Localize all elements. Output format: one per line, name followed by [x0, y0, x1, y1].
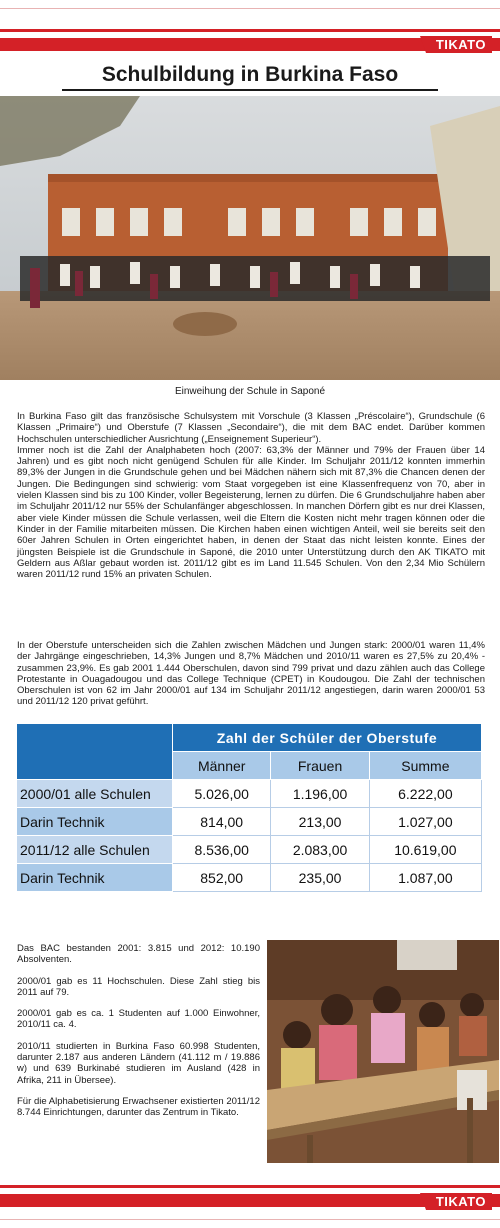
column-header-summe: Summe [369, 752, 481, 780]
fact-hochschulen: 2000/01 gab es 11 Hochschulen. Diese Zahl stieg bis 2011 auf 79. [17, 975, 260, 998]
intro-paragraph-1: In Burkina Faso gilt das französische Schulsystem mit Vorschule (3 Klassen „Préscolaire“), Grundschule (6 Klassen „Primaire“) und Oberstufe (7 Klassen „Secondaire“), die mit dem BAC endet. Darüber kommen Hochschulen unterschiedlicher Ausrichtung („Enseignement Superieur“). [17, 411, 485, 445]
table-row [17, 780, 482, 808]
table-cell: 5.026,00 [173, 780, 271, 808]
school-inauguration-photo [0, 96, 500, 380]
table-row [17, 836, 482, 864]
table-heading-row [17, 724, 482, 752]
top-thin-bar [0, 29, 500, 32]
secondary-school-paragraph: In der Oberstufe unterscheiden sich die Zahlen zwischen Mädchen und Jungen stark: 2000/01 waren 11,4% der Jahrgänge eingeschrieben, 14,3% Jungen und 8,7% Mädchen und 2010/11 waren es 27,5% zu 20,4% - zusammen 23,9%. Es gab 2001 1.444 Oberschulen, davon sind 799 privat und dazu zählen auch das College Protestante in Ouagadougou und das College Technique (CPET) in Koudougou. Die Zahl der technischen Oberschulen ist von 62 im Jahr 2000/01 auf 134 im Schuljahr 2011/12 angestiegen, darin waren 2000/01 53 und 2011/12 120 privat geführt. [17, 640, 485, 708]
brand-label-top: TIKATO [426, 36, 492, 53]
table-row [17, 808, 482, 836]
page-title: Schulbildung in Burkina Faso [62, 62, 438, 91]
photo-caption: Einweihung der Schule in Saponé [174, 386, 326, 397]
column-header-maenner: Männer [173, 752, 271, 780]
fact-studenten-ratio: 2000/01 gab es ca. 1 Studenten auf 1.000 Einwohner, 2010/11 ca. 4. [17, 1008, 260, 1031]
table-heading: Zahl der Schüler der Oberstufe [173, 724, 482, 752]
facts-column [17, 943, 260, 1129]
table-cell: 852,00 [173, 864, 271, 892]
top-thin-rule [0, 8, 500, 9]
secondary-school-text [17, 640, 485, 708]
fact-alphabetisierung: Für die Alphabetisierung Erwachsener existierten 2011/12 8.744 Einrichtungen, darunter das Zentrum in Tikato. [17, 1095, 260, 1119]
table-cell: 6.222,00 [369, 780, 481, 808]
school-photo-image [0, 96, 500, 380]
bottom-thin-rule [0, 1219, 500, 1220]
table-cell: 235,00 [271, 864, 369, 892]
intro-text [17, 411, 485, 580]
classroom-photo-image [267, 940, 499, 1163]
table-cell: 10.619,00 [369, 836, 481, 864]
row-label: Darin Technik [17, 808, 173, 836]
table-cell: 814,00 [173, 808, 271, 836]
table-cell: 1.087,00 [369, 864, 481, 892]
table-row [17, 864, 482, 892]
table-cell: 2.083,00 [271, 836, 369, 864]
fact-bac: Das BAC bestanden 2001: 3.815 und 2012: 10.190 Absolventen. [17, 943, 260, 966]
table-cell: 8.536,00 [173, 836, 271, 864]
brand-label-bottom: TIKATO [426, 1193, 492, 1210]
row-label: 2000/01 alle Schulen [17, 780, 173, 808]
table-cell: 1.027,00 [369, 808, 481, 836]
table-cell: 213,00 [271, 808, 369, 836]
column-header-frauen: Frauen [271, 752, 369, 780]
table-corner-cell [17, 724, 173, 780]
student-stats-table [16, 723, 482, 892]
bottom-thin-bar [0, 1185, 500, 1188]
row-label: 2011/12 alle Schulen [17, 836, 173, 864]
classroom-photo [267, 940, 499, 1163]
row-label: Darin Technik [17, 864, 173, 892]
fact-studenten-2010: 2010/11 studierten in Burkina Faso 60.998 Studenten, darunter 2.187 aus anderen Ländern (41.112 m / 19.886 w) und 639 Burkinabé studieren im Ausland (428 in Afrika, 211 in Übersee). [17, 1040, 260, 1086]
intro-paragraph-2: Immer noch ist die Zahl der Analphabeten hoch (2007: 63,3% der Männer und 79% der Frauen über 14 Jahren) und es gibt noch nicht genügend Schulen für alle Kinder. Im Schuljahr 2011/12 konnten immerhin 89,3% der Jungen in die Grundschule gehen und bei Mädchen nähern sich mit 87,3% die Chancen denen der Jungen. Die Bedingungen sind schwierig: vom Staat vorgegeben ist eine Klassenfrequenz von 70, aber in vielen Klassen sind bis zu 100 Kinder, voller Begeisterung, lernen zu dürfen. Die 6 Grundschuljahre haben aber im Schuljahr 2011/12 nur 55% der Schulanfänger abgeschlossen. In manchen Dörfern gibt es nur drei Klassen, aber viele Kinder müssen die Schule verlassen, weil die Eltern die Kosten nicht mehr tragen können oder die Kinder in der Familie mitarbeiten müssen. Die Kirchen haben einen wichtigen Anteil, weil sie bereits seit den 60er Jahren Schulen in Orten eingerichtet haben, in denen der Staat das nicht leisten konnte. Eines der jüngsten Beispiele ist die Grundschule in Saponé, die 2010 unter Unterstützung durch den AK TIKATO mit Geldern aus Aßlar gebaut worden ist. 2011/12 gibt es im Land 11.545 Schulen. Von den 2,34 Mio Schülern waren 2011/12 rund 15% an privaten Schulen. [17, 444, 485, 581]
table-cell: 1.196,00 [271, 780, 369, 808]
